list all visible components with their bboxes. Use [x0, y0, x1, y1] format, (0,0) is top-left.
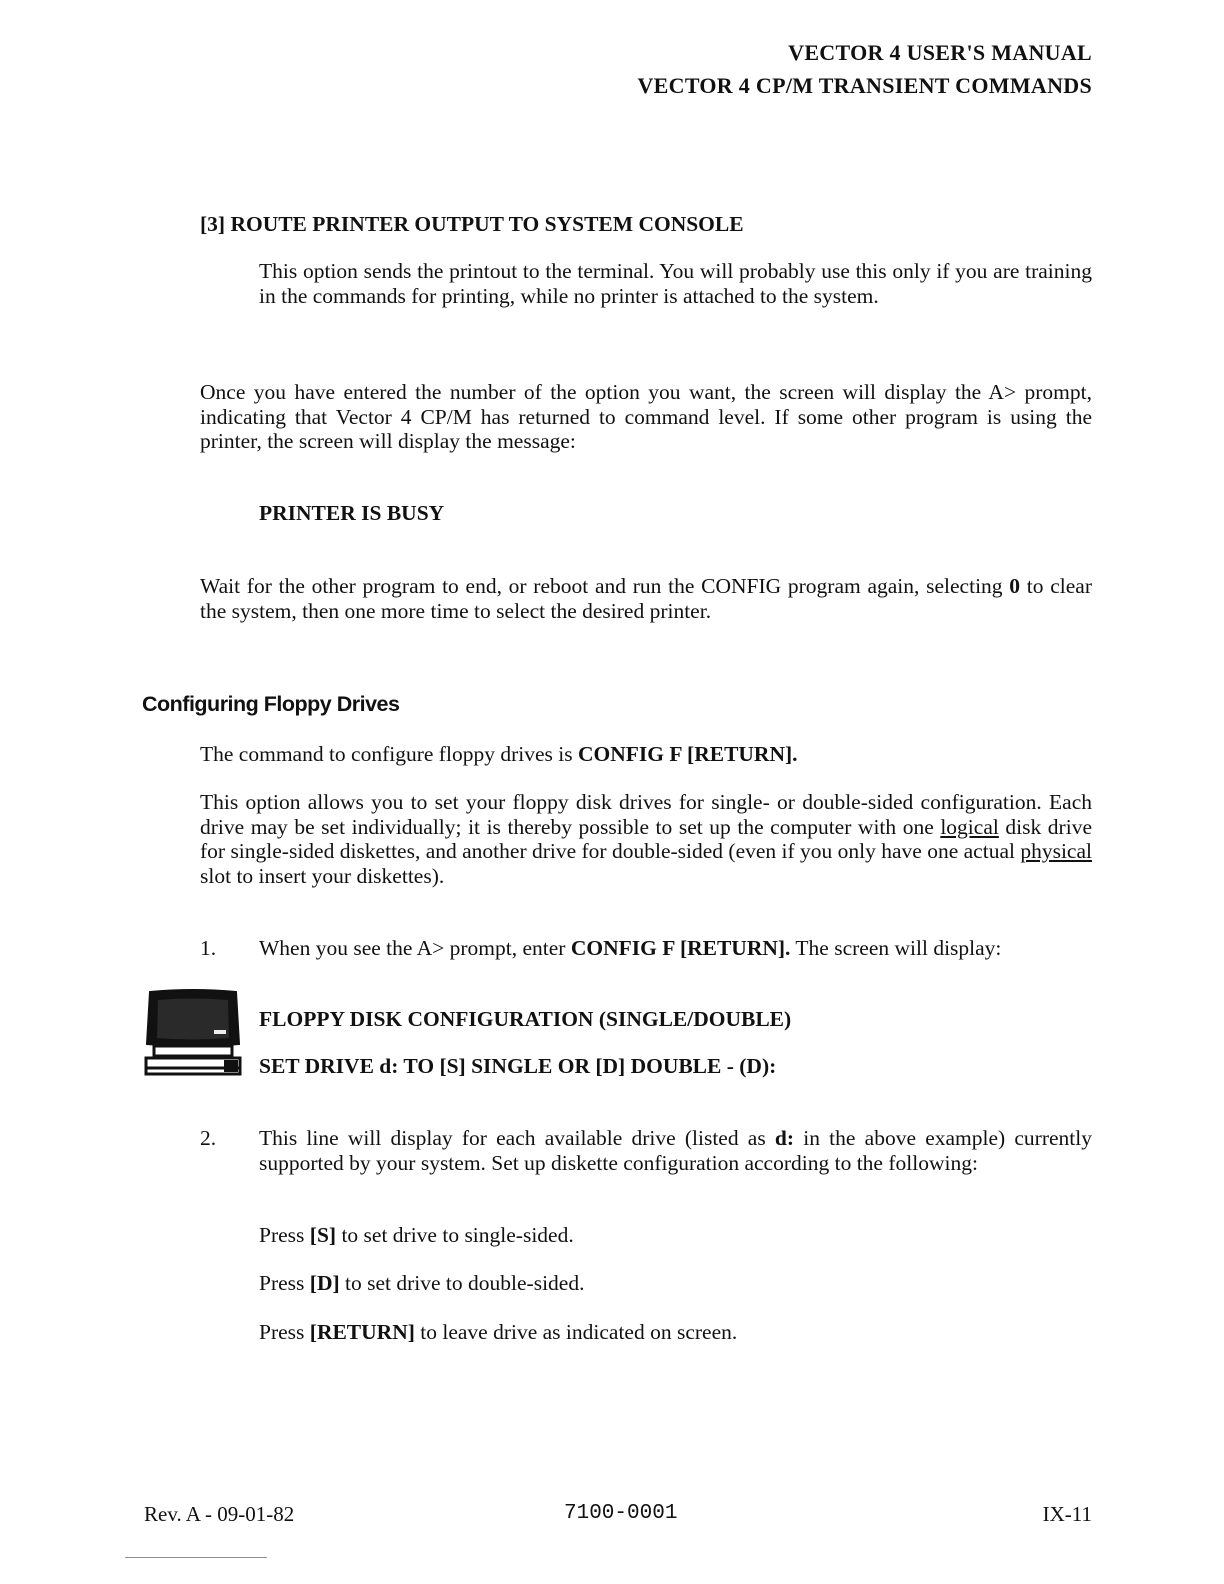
key-s: [S] [309, 1223, 337, 1247]
physical-term: physical [1020, 839, 1092, 863]
footer-page-number: IX-11 [1042, 1502, 1092, 1526]
printer-busy-message: PRINTER IS BUSY [259, 501, 445, 525]
footer-revision: Rev. A - 09-01-82 [144, 1502, 295, 1526]
bottom-rule [125, 1557, 267, 1558]
press-d-instruction: Press [D] to set drive to double-sided. [259, 1271, 585, 1295]
step1-number: 1. [200, 936, 217, 960]
screen-line-set-drive: SET DRIVE d: TO [S] SINGLE OR [D] DOUBLE - (D): [259, 1054, 777, 1078]
floppy-command-line: The command to configure floppy drives is CONFIG F [RETURN]. [200, 742, 798, 766]
key-return: [RETURN] [309, 1320, 415, 1344]
option-zero: 0 [1009, 574, 1021, 598]
config-f-command-step: CONFIG F [RETURN]. [570, 936, 791, 960]
header-manual-title: VECTOR 4 USER'S MANUAL [788, 40, 1092, 65]
step1-text: When you see the A> prompt, enter CONFIG F [RETURN]. The screen will display: [259, 936, 1002, 960]
floppy-description: This option allows you to set your floppy disk drives for single- or double-sided configuration. Each drive may be set individually; it is thereby possible to set up the computer with one logical disk drive for single-sided diskettes, and another drive for double-sided (even if you only have one actual physical slot to insert your diskettes). [200, 790, 1092, 888]
press-return-instruction: Press [RETURN] to leave drive as indicated on screen. [259, 1320, 738, 1344]
computer-terminal-icon [144, 988, 242, 1080]
step2-number: 2. [200, 1126, 217, 1150]
header-section-title: VECTOR 4 CP/M TRANSIENT COMMANDS [637, 73, 1092, 98]
screen-line-floppy-config: FLOPPY DISK CONFIGURATION (SINGLE/DOUBLE) [259, 1007, 792, 1031]
option3-body: This option sends the printout to the terminal. You will probably use this only if you are training in the commands for printing, while no printer is attached to the system. [259, 259, 1092, 308]
floppy-section-heading: Configuring Floppy Drives [142, 692, 400, 716]
press-s-instruction: Press [S] to set drive to single-sided. [259, 1223, 574, 1247]
step2-text: This line will display for each available drive (listed as d: in the above example) currently supported by your system. Set up diskette configuration according to the following: [259, 1126, 1092, 1175]
key-d: [D] [309, 1271, 340, 1295]
option3-title: [3] ROUTE PRINTER OUTPUT TO SYSTEM CONSOLE [200, 212, 744, 236]
logical-term: logical [940, 814, 999, 839]
wait-paragraph: Wait for the other program to end, or reboot and run the CONFIG program again, selecting 0 to clear the system, then one more time to select the desired printer. [200, 574, 1092, 623]
return-to-command-paragraph: Once you have entered the number of the option you want, the screen will display the A> prompt, indicating that Vector 4 CP/M has returned to command level. If some other program is using the printer, the screen will display the message: [200, 380, 1092, 453]
drive-placeholder: d: [774, 1126, 795, 1150]
config-f-command: CONFIG F [RETURN]. [577, 742, 798, 766]
footer-doc-number: 7100-0001 [564, 1502, 678, 1525]
